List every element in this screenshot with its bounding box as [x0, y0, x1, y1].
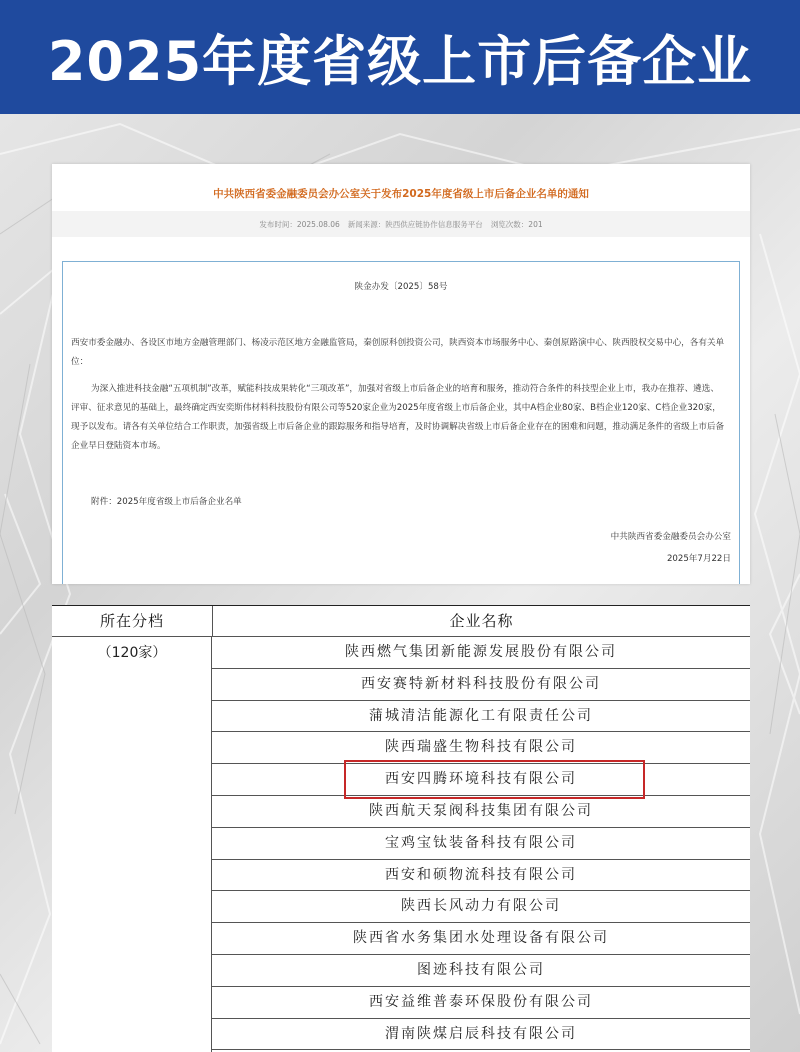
- notice-body-text: 为深入推进科技金融“五项机制”改革，赋能科技成果转化“三项改革”，加强对省级上市后备企业的培育和服务，推动符合条件的科技型企业上市，我办在推荐、遴选、评审、征求意见的基础上，最终确定西安奕斯伟材料科技股份有限公司等520家企业为2025年度省级上市后备企业，其中A档企业80家、B档企业120家、C档企业320家，现予以发布。请各有关单位结合工作职责，加强省级上市后备企业的跟踪服务和指导培育，及时协调解决省级上市后备企业存在的困难和问题，推动满足条件的省级上市后备企业早日登陆资本市场。: [71, 384, 725, 451]
- notice-title: 中共陕西省委金融委员会办公室关于发布2025年度省级上市后备企业名单的通知: [213, 188, 589, 200]
- news-source: 新闻来源：陕西供应链协作信息服务平台: [347, 219, 483, 229]
- header-tier: 所在分档: [99, 612, 164, 630]
- letter-body: [62, 261, 740, 584]
- notice-document: [52, 164, 750, 584]
- page-banner: [0, 0, 800, 114]
- table-row: 渭南陕煤启辰科技有限公司: [212, 1019, 750, 1051]
- table-row: 蒲城清洁能源化工有限责任公司: [212, 701, 750, 733]
- table-row: 陕西瑞盛生物科技有限公司: [212, 732, 750, 764]
- publish-time: 发布时间：2025.08.06: [259, 219, 340, 229]
- issue-date: 2025年7月22日: [666, 554, 731, 564]
- recipients: 西安市委金融办、各设区市地方金融管理部门、杨凌示范区地方金融监管局，秦创原科创投资公司，陕西资本市场服务中心、秦创原路演中心、陕西股权交易中心，各有关单位：: [71, 338, 725, 367]
- table-row: 西安益维普泰环保股份有限公司: [212, 987, 750, 1019]
- table-row: 陕西省水务集团水处理设备有限公司: [212, 923, 750, 955]
- table-row: 陕西长风动力有限公司: [212, 891, 750, 923]
- document-number: 陕金办发〔2025〕58号: [354, 282, 448, 292]
- table-row: 陕西航天泵阀科技集团有限公司: [212, 796, 750, 828]
- notice-meta-bar: [52, 211, 750, 237]
- tier-label: （120家）: [97, 645, 167, 661]
- issuer: 中共陕西省委金融委员会办公室: [610, 532, 731, 542]
- table-row: 西安和硕物流科技有限公司: [212, 860, 750, 892]
- company-table: [52, 605, 750, 1052]
- table-row: 图迹科技有限公司: [212, 955, 750, 987]
- header-company-name: 企业名称: [212, 606, 750, 636]
- view-count: 浏览次数：201: [490, 219, 543, 229]
- banner-title: 2025年度省级上市后备企业: [47, 29, 753, 93]
- table-row-highlighted: 西安四腾环境科技有限公司: [212, 764, 750, 796]
- attachment-line[interactable]: 附件：2025年度省级上市后备企业名单: [91, 497, 242, 507]
- table-row: 陕西燃气集团新能源发展股份有限公司: [212, 637, 750, 669]
- table-row: 西安赛特新材料科技股份有限公司: [212, 669, 750, 701]
- tier-cell: [52, 637, 212, 1052]
- table-header: [52, 605, 750, 637]
- highlight-box: [344, 760, 645, 799]
- company-list: [212, 637, 750, 1050]
- table-row: 宝鸡宝钛装备科技有限公司: [212, 828, 750, 860]
